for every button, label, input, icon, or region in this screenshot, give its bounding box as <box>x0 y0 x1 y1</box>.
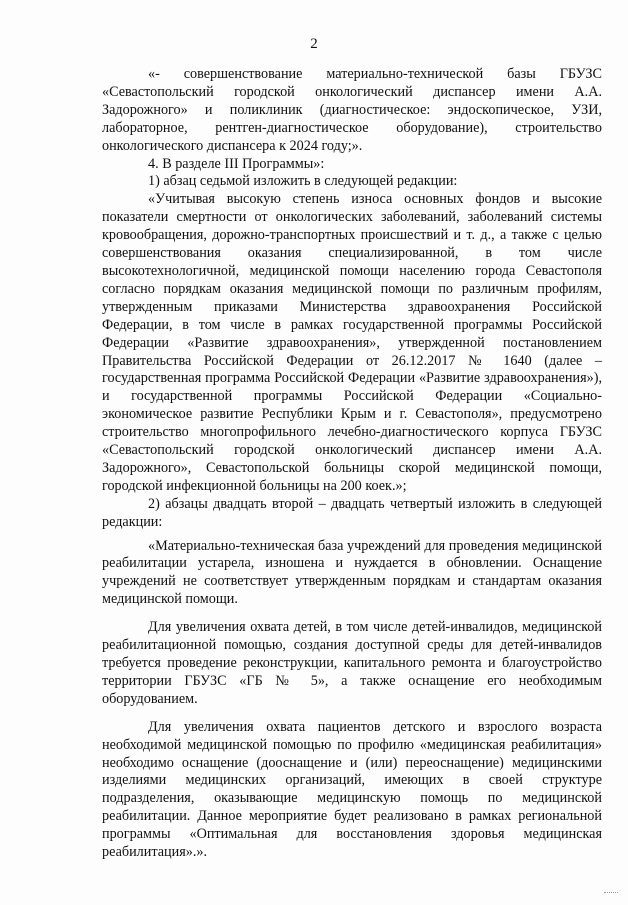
paragraph-children-coverage: Для увеличения охвата детей, в том числе детей-инвалидов, медицинской реабилитационной помощью, создания доступной среды для детей-инвалидов требуется проведение реконструкции, капитального ремонта и благоустройство территории ГБУЗС «ГБ № 5», а также оснащение его необходимым оборудованием. <box>102 619 602 707</box>
page-number: 2 <box>310 36 318 52</box>
paragraph-paragraph-seven-text: «Учитывая высокую степень износа основных фондов и высокие показатели смертности от онкологических заболеваний, заболеваний системы кровообращения, дорожно-транспортных происшествий и т. д., а также с целью совершенствования оказания специализированной, в том числе высокотехнологичной, медицинской помощи населению города Севастополя согласно порядкам оказания медицинской помощи по различным профилям, утвержденным приказами Министерства здравоохранения Российской Федерации, в том числе в рамках государственной программы Российской Федерации «Развитие здравоохранения», утвержденной постановлением Правительства Российской Федерации от 26.12.2017 № 1640 (далее – государственная программа Российской Федерации «Развитие здравоохранения»), и государственной программы Российской Федерации «Социально-экономическое развитие Республики Крым и г. Севастополя», предусмотрено строительство многопрофильного лечебно-диагностического корпуса ГБУЗС «Севастопольский городской онкологический диспансер имени А.А. Задорожного», Севастопольской больницы скорой медицинской помощи, городской инфекционной больницы на 200 коек.»; <box>102 191 602 494</box>
scan-mark <box>604 892 618 897</box>
paragraph-section-3-heading: 4. В разделе III Программы»: <box>148 155 325 172</box>
paragraph-material-base: «Материально-техническая база учреждений для проведения медицинской реабилитации устарела, изношена и нуждается в обновлении. Оснащение учреждений не соответствует утвержденным порядкам и стандартам оказания медицинской помощи. <box>102 537 602 608</box>
paragraph-item-2: 2) абзацы двадцать второй – двадцать четвертый изложить в следующей редакции: <box>102 495 602 530</box>
document-body <box>102 66 602 862</box>
paragraph-patients-coverage: Для увеличения охвата пациентов детского и взрослого возраста необходимой медицинской помощью по профилю «медицинская реабилитация» необходимо оснащение (дооснащение и (или) переоснащение) медицинскими изделиями медицинских организаций, имеющих в своей структуре подразделения, оказывающие медицинскую помощь по медицинской реабилитации. Данное мероприятие будет реализовано в рамках региональной программы «Оптимальная для восстановления здоровья медицинская реабилитация».». <box>102 718 602 861</box>
paragraph-quote-base: «- совершенствование материально-технической базы ГБУЗС «Севастопольский городской онкологический диспансер имени А.А. Задорожного» и поликлиник (диагностическое: эндоскопическое, УЗИ, лабораторное, рентген-диагностическое оборудование), строительство онкологического диспансера к 2024 году;». <box>102 66 602 154</box>
paragraph-item-1: 1) абзац седьмой изложить в следующей редакции: <box>148 173 458 190</box>
